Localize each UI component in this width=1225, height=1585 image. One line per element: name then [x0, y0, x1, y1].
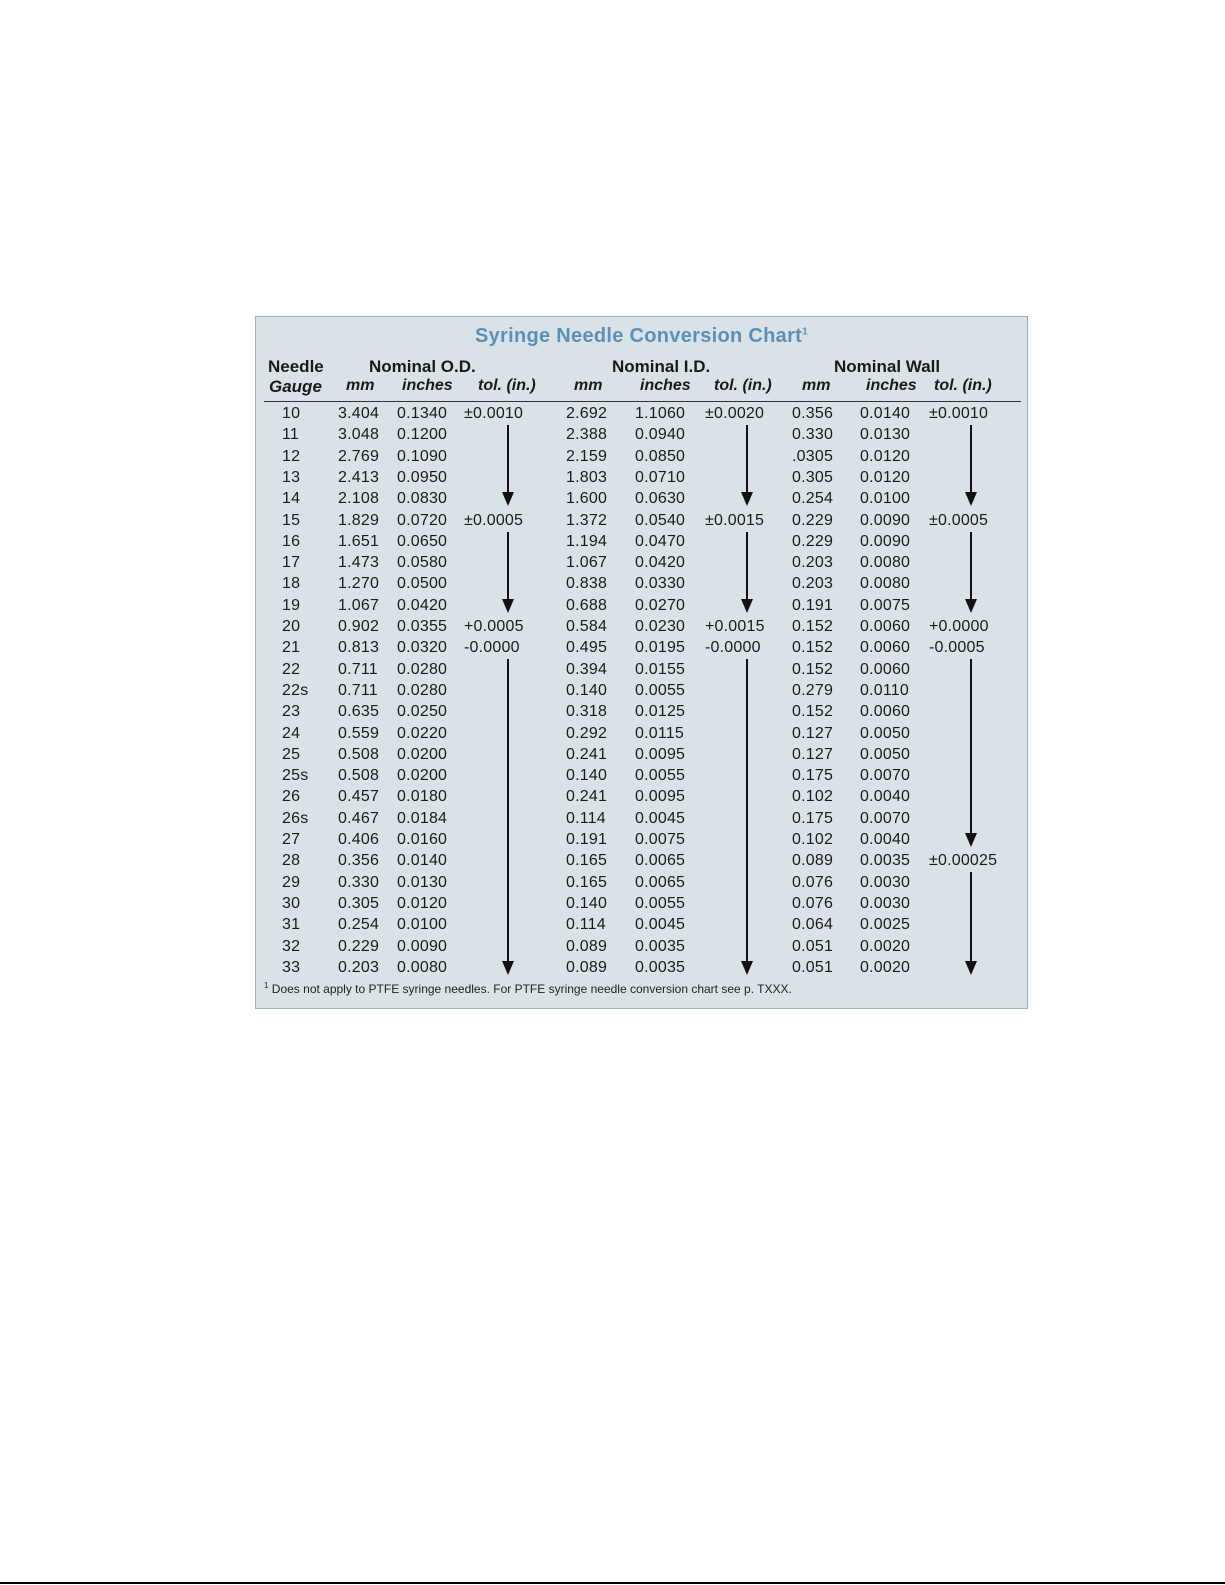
cell-id-in: 0.0155: [635, 660, 686, 678]
cell-od-in: 0.0140: [397, 852, 448, 870]
cell-id-mm: 0.241: [566, 788, 608, 806]
cell-id-mm: 0.089: [566, 958, 608, 976]
cell-od-mm: 0.330: [338, 873, 380, 891]
cell-w-in: 0.0060: [860, 639, 911, 657]
cell-w-in: 0.0035: [860, 852, 911, 870]
table-row: [256, 405, 1027, 426]
cell-id-mm: 1.194: [566, 532, 608, 550]
cell-w-in: 0.0090: [860, 511, 911, 529]
cell-id-mm: 0.191: [566, 831, 608, 848]
cell-gauge: 15: [282, 511, 301, 529]
cell-w-tol: ±0.0010: [929, 405, 989, 422]
cell-id-mm: 0.318: [566, 703, 608, 721]
cell-w-mm: 0.175: [792, 767, 834, 785]
cell-id-in: 0.0230: [635, 618, 686, 635]
cell-w-in: 0.0040: [860, 831, 911, 848]
cell-od-in: 0.0090: [397, 937, 448, 955]
cell-id-in: 0.0630: [635, 490, 686, 508]
table-row: [256, 852, 1027, 873]
cell-w-mm: 0.229: [792, 511, 834, 529]
table-row: [256, 746, 1027, 767]
table-row: [256, 597, 1027, 618]
subheader-wall-tol: tol. (in.): [934, 377, 992, 394]
cell-gauge: 18: [282, 575, 301, 593]
cell-gauge: 26s: [282, 809, 309, 827]
cell-gauge: 23: [282, 703, 301, 721]
cell-w-mm: 0.051: [792, 937, 834, 955]
cell-w-mm: .0305: [792, 447, 834, 465]
cell-id-in: 0.0540: [635, 511, 686, 529]
cell-w-in: 0.0025: [860, 916, 911, 934]
cell-w-tol: -0.0005: [929, 639, 985, 657]
cell-w-mm: 0.152: [792, 703, 834, 721]
table-row: [256, 682, 1027, 703]
cell-w-in: 0.0080: [860, 554, 911, 572]
cell-od-in: 0.0580: [397, 554, 448, 572]
cell-id-in: 0.0330: [635, 575, 686, 593]
table-row: [256, 703, 1027, 724]
table-row: [256, 426, 1027, 447]
cell-od-in: 0.0280: [397, 660, 448, 678]
cell-id-mm: 0.165: [566, 852, 608, 870]
cell-w-in: 0.0030: [860, 894, 911, 912]
table-row: [256, 639, 1027, 660]
cell-od-in: 0.0420: [397, 596, 448, 614]
cell-w-mm: 0.203: [792, 554, 834, 572]
subheader-od-mm: mm: [346, 377, 375, 394]
cell-w-in: 0.0130: [860, 426, 911, 444]
cell-id-mm: 0.089: [566, 937, 608, 955]
cell-gauge: 25: [282, 745, 301, 763]
chart-title: [256, 325, 1027, 348]
cell-w-in: 0.0060: [860, 660, 911, 678]
cell-gauge: 14: [282, 490, 301, 508]
cell-w-mm: 0.152: [792, 618, 834, 635]
subheader-id-tol: tol. (in.): [714, 377, 772, 394]
table-row: [256, 554, 1027, 575]
cell-id-in: 0.0055: [635, 894, 686, 912]
cell-w-tol: ±0.0005: [929, 511, 989, 529]
cell-id-in: 0.0055: [635, 767, 686, 785]
subheader-id-inches: inches: [640, 377, 691, 394]
cell-w-in: 0.0060: [860, 703, 911, 721]
header-needle: Needle: [268, 357, 324, 376]
cell-gauge: 29: [282, 873, 301, 891]
cell-id-in: 0.0420: [635, 554, 686, 572]
cell-id-mm: 0.140: [566, 767, 608, 785]
cell-w-in: 0.0075: [860, 596, 911, 614]
cell-id-in: 0.0055: [635, 681, 686, 699]
cell-id-mm: 2.388: [566, 426, 608, 444]
cell-od-mm: 0.457: [338, 788, 380, 806]
cell-id-mm: 0.495: [566, 639, 608, 657]
cell-w-mm: 0.076: [792, 894, 834, 912]
cell-w-mm: 0.152: [792, 639, 834, 657]
cell-od-in: 0.0950: [397, 468, 448, 486]
cell-gauge: 10: [282, 405, 301, 422]
cell-id-mm: 0.114: [566, 916, 606, 934]
cell-gauge: 26: [282, 788, 301, 806]
subheader-od-inches: inches: [402, 377, 453, 394]
cell-od-in: 0.1340: [397, 405, 448, 422]
cell-od-in: 0.0200: [397, 745, 448, 763]
cell-gauge: 32: [282, 937, 301, 955]
subheader-wall-inches: inches: [866, 377, 917, 394]
cell-od-mm: 0.305: [338, 894, 380, 912]
table-row: [256, 469, 1027, 490]
cell-w-mm: 0.127: [792, 745, 834, 763]
table-row: [256, 938, 1027, 959]
cell-w-mm: 0.089: [792, 852, 834, 870]
table-row: [256, 959, 1027, 980]
cell-id-in: 0.0470: [635, 532, 686, 550]
cell-id-mm: 0.394: [566, 660, 608, 678]
cell-od-in: 0.0280: [397, 681, 448, 699]
header-nominal-id: Nominal I.D.: [612, 357, 711, 376]
cell-od-mm: 0.902: [338, 618, 380, 635]
cell-od-in: 0.1090: [397, 447, 448, 465]
cell-od-mm: 0.813: [338, 639, 380, 657]
cell-w-in: 0.0060: [860, 618, 911, 635]
cell-id-in: 0.0035: [635, 958, 686, 976]
cell-od-mm: 2.108: [338, 490, 380, 508]
cell-w-mm: 0.191: [792, 596, 834, 614]
cell-od-in: 0.0180: [397, 788, 448, 806]
cell-w-in: 0.0050: [860, 745, 911, 763]
cell-gauge: 22: [282, 660, 301, 678]
cell-od-in: 0.0220: [397, 724, 448, 742]
cell-od-tol: +0.0005: [464, 618, 524, 635]
cell-w-in: 0.0070: [860, 809, 911, 827]
cell-od-mm: 0.635: [338, 703, 380, 721]
cell-gauge: 33: [282, 958, 301, 976]
table-row: [256, 810, 1027, 831]
table-row: [256, 725, 1027, 746]
cell-od-in: 0.0720: [397, 511, 448, 529]
cell-w-mm: 0.279: [792, 681, 834, 699]
cell-w-mm: 0.152: [792, 660, 834, 678]
cell-gauge: 16: [282, 532, 301, 550]
table-row: [256, 895, 1027, 916]
cell-od-mm: 0.254: [338, 916, 380, 934]
cell-id-in: 0.0065: [635, 873, 686, 891]
cell-od-mm: 1.651: [338, 532, 380, 550]
cell-od-tol: -0.0000: [464, 639, 520, 657]
cell-id-mm: 0.165: [566, 873, 608, 891]
cell-gauge: 12: [282, 447, 301, 465]
cell-w-in: 0.0140: [860, 405, 911, 422]
table-row: [256, 512, 1027, 533]
cell-od-in: 0.0120: [397, 894, 448, 912]
table-row: [256, 767, 1027, 788]
cell-id-mm: 0.584: [566, 618, 608, 635]
cell-gauge: 20: [282, 618, 301, 635]
cell-od-tol: ±0.0005: [464, 511, 524, 529]
cell-w-in: 0.0020: [860, 958, 911, 976]
cell-id-in: 0.0850: [635, 447, 686, 465]
table-row: [256, 831, 1027, 852]
cell-id-in: 0.0115: [635, 724, 684, 742]
cell-gauge: 31: [282, 916, 301, 934]
cell-id-in: 1.1060: [635, 405, 686, 422]
cell-id-mm: 0.140: [566, 894, 608, 912]
cell-id-mm: 0.838: [566, 575, 608, 593]
header-divider: [264, 401, 1021, 402]
cell-gauge: 24: [282, 724, 301, 742]
table-row: [256, 618, 1027, 639]
chart-title-text: Syringe Needle Conversion Chart: [474, 325, 803, 347]
cell-id-mm: 1.067: [566, 554, 608, 572]
cell-w-in: 0.0120: [860, 468, 911, 486]
cell-id-mm: 0.688: [566, 596, 608, 614]
cell-id-tol: +0.0015: [705, 618, 765, 635]
table-row: [256, 490, 1027, 511]
cell-od-in: 0.0200: [397, 767, 448, 785]
cell-od-mm: 1.067: [338, 596, 380, 614]
cell-gauge: 17: [282, 554, 301, 572]
cell-od-in: 0.0500: [397, 575, 448, 593]
cell-od-mm: 0.406: [338, 831, 380, 848]
cell-w-mm: 0.076: [792, 873, 834, 891]
footnote: [264, 981, 792, 996]
cell-od-mm: 0.559: [338, 724, 380, 742]
cell-id-mm: 0.241: [566, 745, 608, 763]
cell-w-mm: 0.175: [792, 809, 834, 827]
cell-id-in: 0.0065: [635, 852, 686, 870]
cell-od-mm: 1.829: [338, 511, 380, 529]
cell-w-mm: 0.051: [792, 958, 834, 976]
cell-w-mm: 0.127: [792, 724, 834, 742]
cell-w-in: 0.0020: [860, 937, 911, 955]
cell-id-mm: 1.600: [566, 490, 608, 508]
cell-od-mm: 1.270: [338, 575, 380, 593]
cell-w-tol: +0.0000: [929, 618, 989, 635]
cell-w-in: 0.0050: [860, 724, 911, 742]
table-row: [256, 575, 1027, 596]
header-gauge: Gauge: [269, 377, 322, 396]
subheader-wall-mm: mm: [802, 377, 831, 394]
cell-id-in: 0.0195: [635, 639, 686, 657]
cell-id-in: 0.0125: [635, 703, 686, 721]
table-row: [256, 916, 1027, 937]
cell-od-mm: 1.473: [338, 554, 380, 572]
cell-id-tol: ±0.0020: [705, 405, 765, 422]
page-bottom-rule: [0, 1582, 1225, 1584]
cell-w-in: 0.0090: [860, 532, 911, 550]
title-footnote-mark: 1: [802, 326, 809, 338]
cell-w-mm: 0.356: [792, 405, 834, 422]
cell-w-mm: 0.229: [792, 532, 834, 550]
cell-od-in: 0.0184: [397, 809, 448, 827]
cell-w-in: 0.0120: [860, 447, 911, 465]
cell-od-mm: 2.769: [338, 447, 380, 465]
cell-id-in: 0.0045: [635, 809, 686, 827]
cell-id-in: 0.0095: [635, 788, 686, 806]
table-row: [256, 661, 1027, 682]
cell-w-in: 0.0040: [860, 788, 911, 806]
cell-w-mm: 0.254: [792, 490, 834, 508]
cell-gauge: 28: [282, 852, 301, 870]
conversion-chart: [255, 316, 1028, 1009]
cell-od-mm: 3.048: [338, 426, 380, 444]
subheader-id-mm: mm: [574, 377, 603, 394]
cell-od-mm: 2.413: [338, 468, 380, 486]
cell-od-mm: 0.203: [338, 958, 380, 976]
footnote-text: Does not apply to PTFE syringe needles. For PTFE syringe needle conversion chart see p. TXXX.: [271, 982, 792, 996]
cell-gauge: 11: [282, 426, 300, 444]
cell-id-mm: 0.114: [566, 809, 606, 827]
cell-id-in: 0.0045: [635, 916, 686, 934]
cell-w-in: 0.0070: [860, 767, 911, 785]
cell-id-in: 0.0075: [635, 831, 686, 848]
cell-od-mm: 0.711: [338, 681, 378, 699]
cell-od-mm: 0.356: [338, 852, 380, 870]
cell-id-in: 0.0710: [635, 468, 686, 486]
cell-od-mm: 0.229: [338, 937, 380, 955]
cell-w-mm: 0.330: [792, 426, 834, 444]
cell-w-in: 0.0110: [860, 681, 909, 699]
table-row: [256, 448, 1027, 469]
cell-gauge: 27: [282, 831, 301, 848]
cell-gauge: 13: [282, 468, 301, 486]
cell-od-in: 0.0100: [397, 916, 448, 934]
cell-w-mm: 0.102: [792, 788, 834, 806]
cell-gauge: 25s: [282, 767, 309, 785]
cell-gauge: 21: [282, 639, 301, 657]
cell-id-tol: ±0.0015: [705, 511, 765, 529]
cell-od-mm: 0.508: [338, 767, 380, 785]
cell-od-mm: 0.467: [338, 809, 380, 827]
cell-id-in: 0.0270: [635, 596, 686, 614]
cell-w-tol: ±0.00025: [929, 852, 998, 870]
cell-id-mm: 0.140: [566, 681, 608, 699]
cell-id-mm: 1.803: [566, 468, 608, 486]
cell-od-in: 0.0160: [397, 831, 448, 848]
cell-w-in: 0.0030: [860, 873, 911, 891]
cell-w-mm: 0.203: [792, 575, 834, 593]
cell-w-mm: 0.102: [792, 831, 834, 848]
cell-od-tol: ±0.0010: [464, 405, 524, 422]
cell-w-mm: 0.305: [792, 468, 834, 486]
cell-od-mm: 3.404: [338, 405, 380, 422]
cell-id-mm: 1.372: [566, 511, 608, 529]
cell-od-in: 0.0130: [397, 873, 448, 891]
cell-od-in: 0.0650: [397, 532, 448, 550]
header-nominal-od: Nominal O.D.: [369, 357, 476, 376]
subheader-od-tol: tol. (in.): [478, 377, 536, 394]
table-row: [256, 533, 1027, 554]
cell-gauge: 22s: [282, 681, 309, 699]
cell-od-in: 0.0320: [397, 639, 448, 657]
cell-od-mm: 0.508: [338, 745, 380, 763]
cell-id-mm: 2.692: [566, 405, 608, 422]
cell-od-mm: 0.711: [338, 660, 378, 678]
cell-gauge: 19: [282, 596, 301, 614]
cell-w-in: 0.0100: [860, 490, 911, 508]
cell-id-tol: -0.0000: [705, 639, 761, 657]
cell-id-in: 0.0035: [635, 937, 686, 955]
cell-od-in: 0.0355: [397, 618, 448, 635]
cell-id-in: 0.0095: [635, 745, 686, 763]
cell-w-mm: 0.064: [792, 916, 834, 934]
cell-od-in: 0.0830: [397, 490, 448, 508]
cell-w-in: 0.0080: [860, 575, 911, 593]
cell-od-in: 0.0250: [397, 703, 448, 721]
table-row: [256, 874, 1027, 895]
cell-od-in: 0.1200: [397, 426, 448, 444]
cell-id-in: 0.0940: [635, 426, 686, 444]
header-nominal-wall: Nominal Wall: [834, 357, 941, 376]
cell-gauge: 30: [282, 894, 301, 912]
footnote-mark: 1: [264, 981, 269, 990]
cell-id-mm: 2.159: [566, 447, 608, 465]
table-row: [256, 788, 1027, 809]
cell-id-mm: 0.292: [566, 724, 608, 742]
cell-od-in: 0.0080: [397, 958, 448, 976]
